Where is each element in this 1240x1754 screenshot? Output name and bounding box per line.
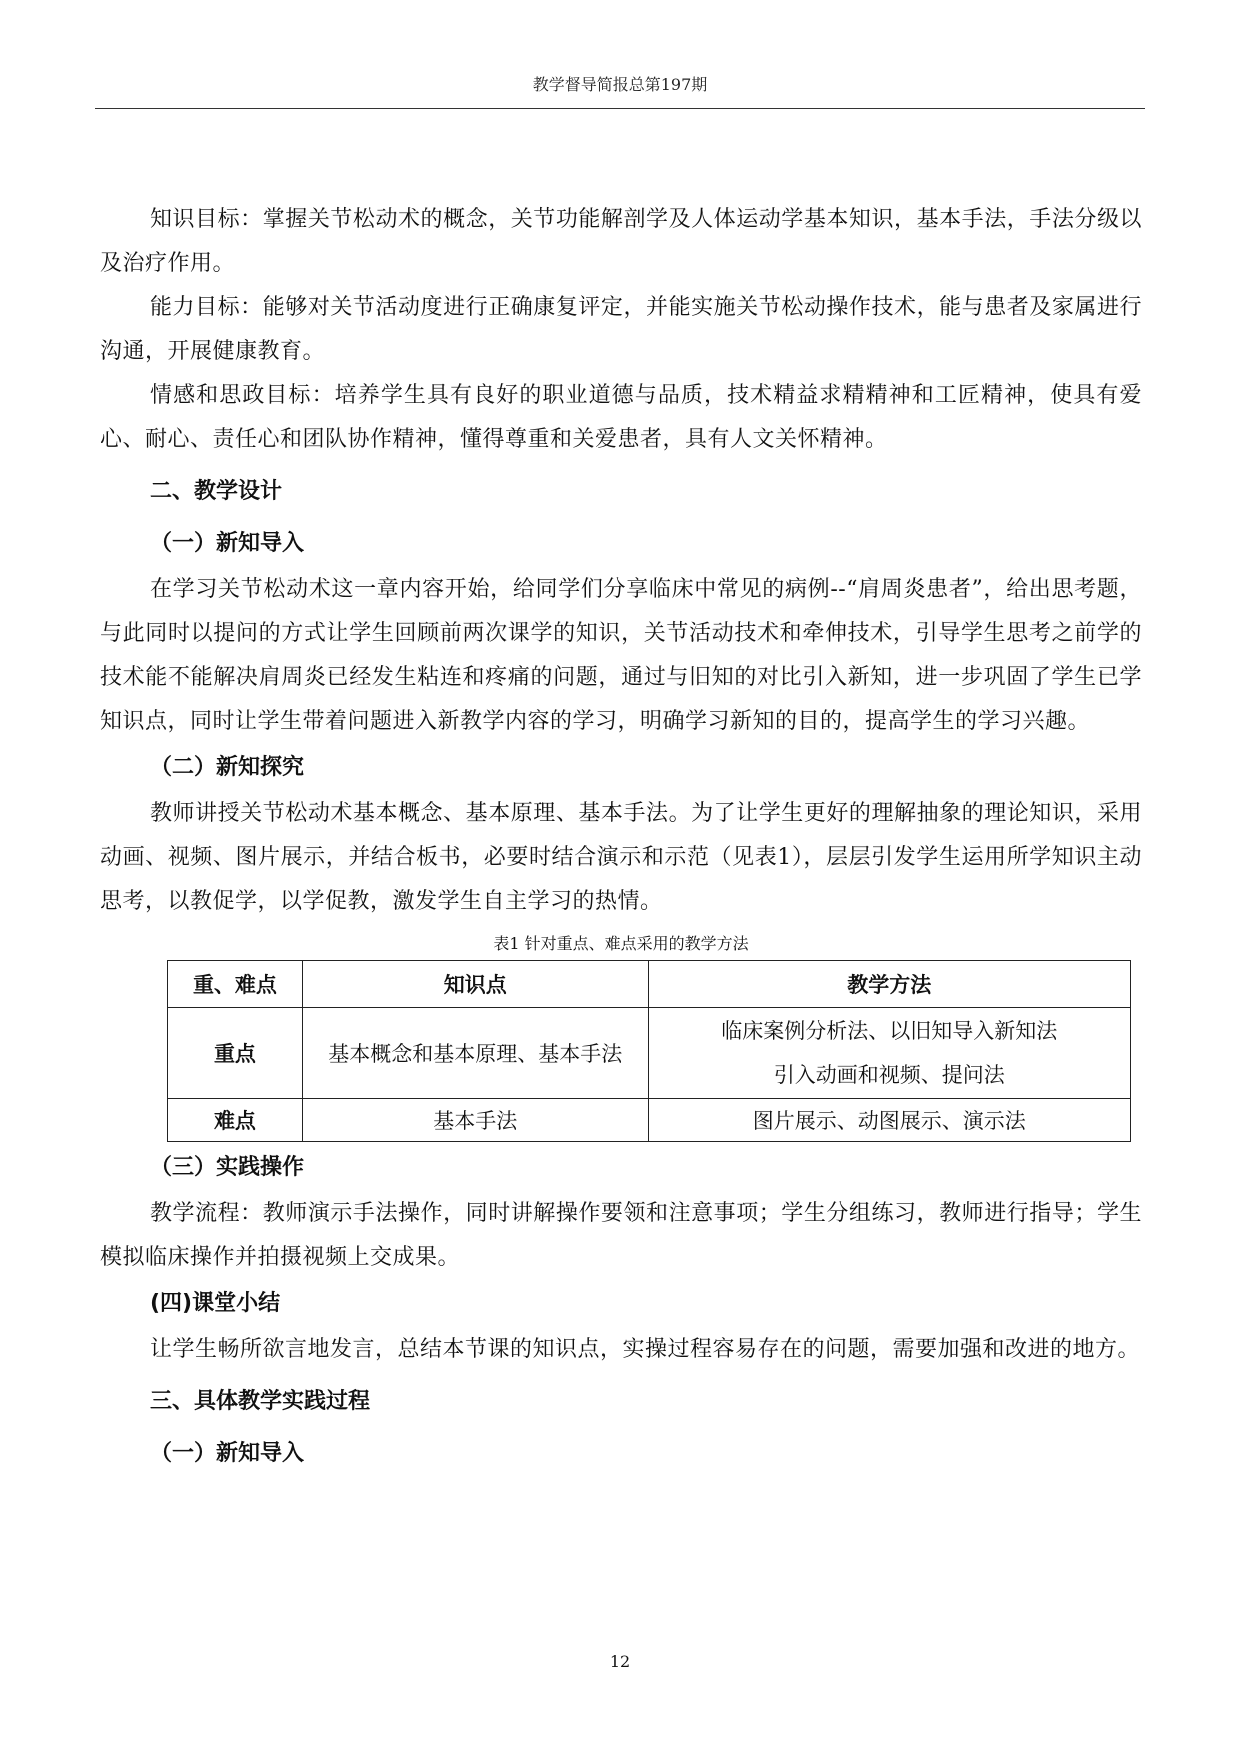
emotional-objective: 情感和思政目标：培养学生具有良好的职业道德与品质，技术精益求精精神和工匠精神，使具有爱心、耐心、责任心和团队协作精神，懂得尊重和关爱患者，具有人文关怀精神。: [100, 383, 1142, 452]
table-caption: 表1 针对重点、难点采用的教学方法: [493, 934, 749, 953]
subsection-heading-intro: （一）新知导入: [150, 531, 305, 556]
row-method-cell: 图片展示、动图展示、演示法: [648, 1099, 1130, 1142]
row-type-cell: 难点: [168, 1099, 303, 1142]
section-heading-teaching-design: 二、教学设计: [150, 479, 283, 504]
header-cell-method: 教学方法: [648, 961, 1130, 1008]
practice-paragraph: 教学流程：教师演示手法操作，同时讲解操作要领和注意事项；学生分组练习，教师进行指导；学生模拟临床操作并拍摄视频上交成果。: [100, 1201, 1142, 1270]
section-heading-practice-process: 三、具体教学实践过程: [150, 1389, 371, 1414]
method-line: 临床案例分析法、以旧知导入新知法: [721, 1019, 1058, 1043]
subsection-heading-explore: （二）新知探究: [150, 755, 305, 780]
table-header-row: [168, 961, 1131, 1008]
row-knowledge-cell: 基本手法: [302, 1099, 648, 1142]
row-knowledge-cell: 基本概念和基本原理、基本手法: [302, 1008, 648, 1099]
knowledge-objective: 知识目标：掌握关节松动术的概念，关节功能解剖学及人体运动学基本知识，基本手法，手法分级以及治疗作用。: [100, 207, 1142, 276]
intro-paragraph: 在学习关节松动术这一章内容开始，给同学们分享临床中常见的病例--“肩周炎患者”，给出思考题，与此同时以提问的方式让学生回顾前两次课学的知识，关节活动技术和牵伸技术，引导学生思考之前学的技术能不能解决肩周炎已经发生粘连和疼痛的问题，通过与旧知的对比引入新知，进一步巩固了学生已学知识点，同时让学生带着问题进入新教学内容的学习，明确学习新知的目的，提高学生的学习兴趣。: [100, 577, 1142, 734]
table-row: [168, 1099, 1131, 1142]
teaching-methods-table: [167, 960, 1131, 1142]
document-body: [100, 198, 1142, 1478]
header-cell-type: 重、难点: [168, 961, 303, 1008]
header-cell-knowledge: 知识点: [302, 961, 648, 1008]
method-line: 引入动画和视频、提问法: [773, 1063, 1005, 1087]
subsection-heading-practice: （三）实践操作: [150, 1155, 305, 1180]
ability-objective: 能力目标：能够对关节活动度进行正确康复评定，并能实施关节松动操作技术，能与患者及家属进行沟通，开展健康教育。: [100, 295, 1142, 364]
table-row: [168, 1008, 1131, 1099]
summary-paragraph: 让学生畅所欲言地发言，总结本节课的知识点，实操过程容易存在的问题，需要加强和改进的地方。: [150, 1337, 1141, 1362]
row-type-cell: 重点: [168, 1008, 303, 1099]
header-title: 教学督导简报总第197期: [532, 75, 708, 94]
page-header: [95, 62, 1145, 109]
explore-paragraph: 教师讲授关节松动术基本概念、基本原理、基本手法。为了让学生更好的理解抽象的理论知识，采用动画、视频、图片展示，并结合板书，必要时结合演示和示范（见表1），层层引发学生运用所学知识主动思考，以教促学，以学促教，激发学生自主学习的热情。: [100, 801, 1142, 914]
row-method-cell: [648, 1008, 1130, 1099]
page-number: 12: [609, 1652, 631, 1671]
subsection-heading-intro-2: （一）新知导入: [150, 1441, 305, 1466]
subsection-heading-summary: (四)课堂小结: [150, 1291, 281, 1316]
